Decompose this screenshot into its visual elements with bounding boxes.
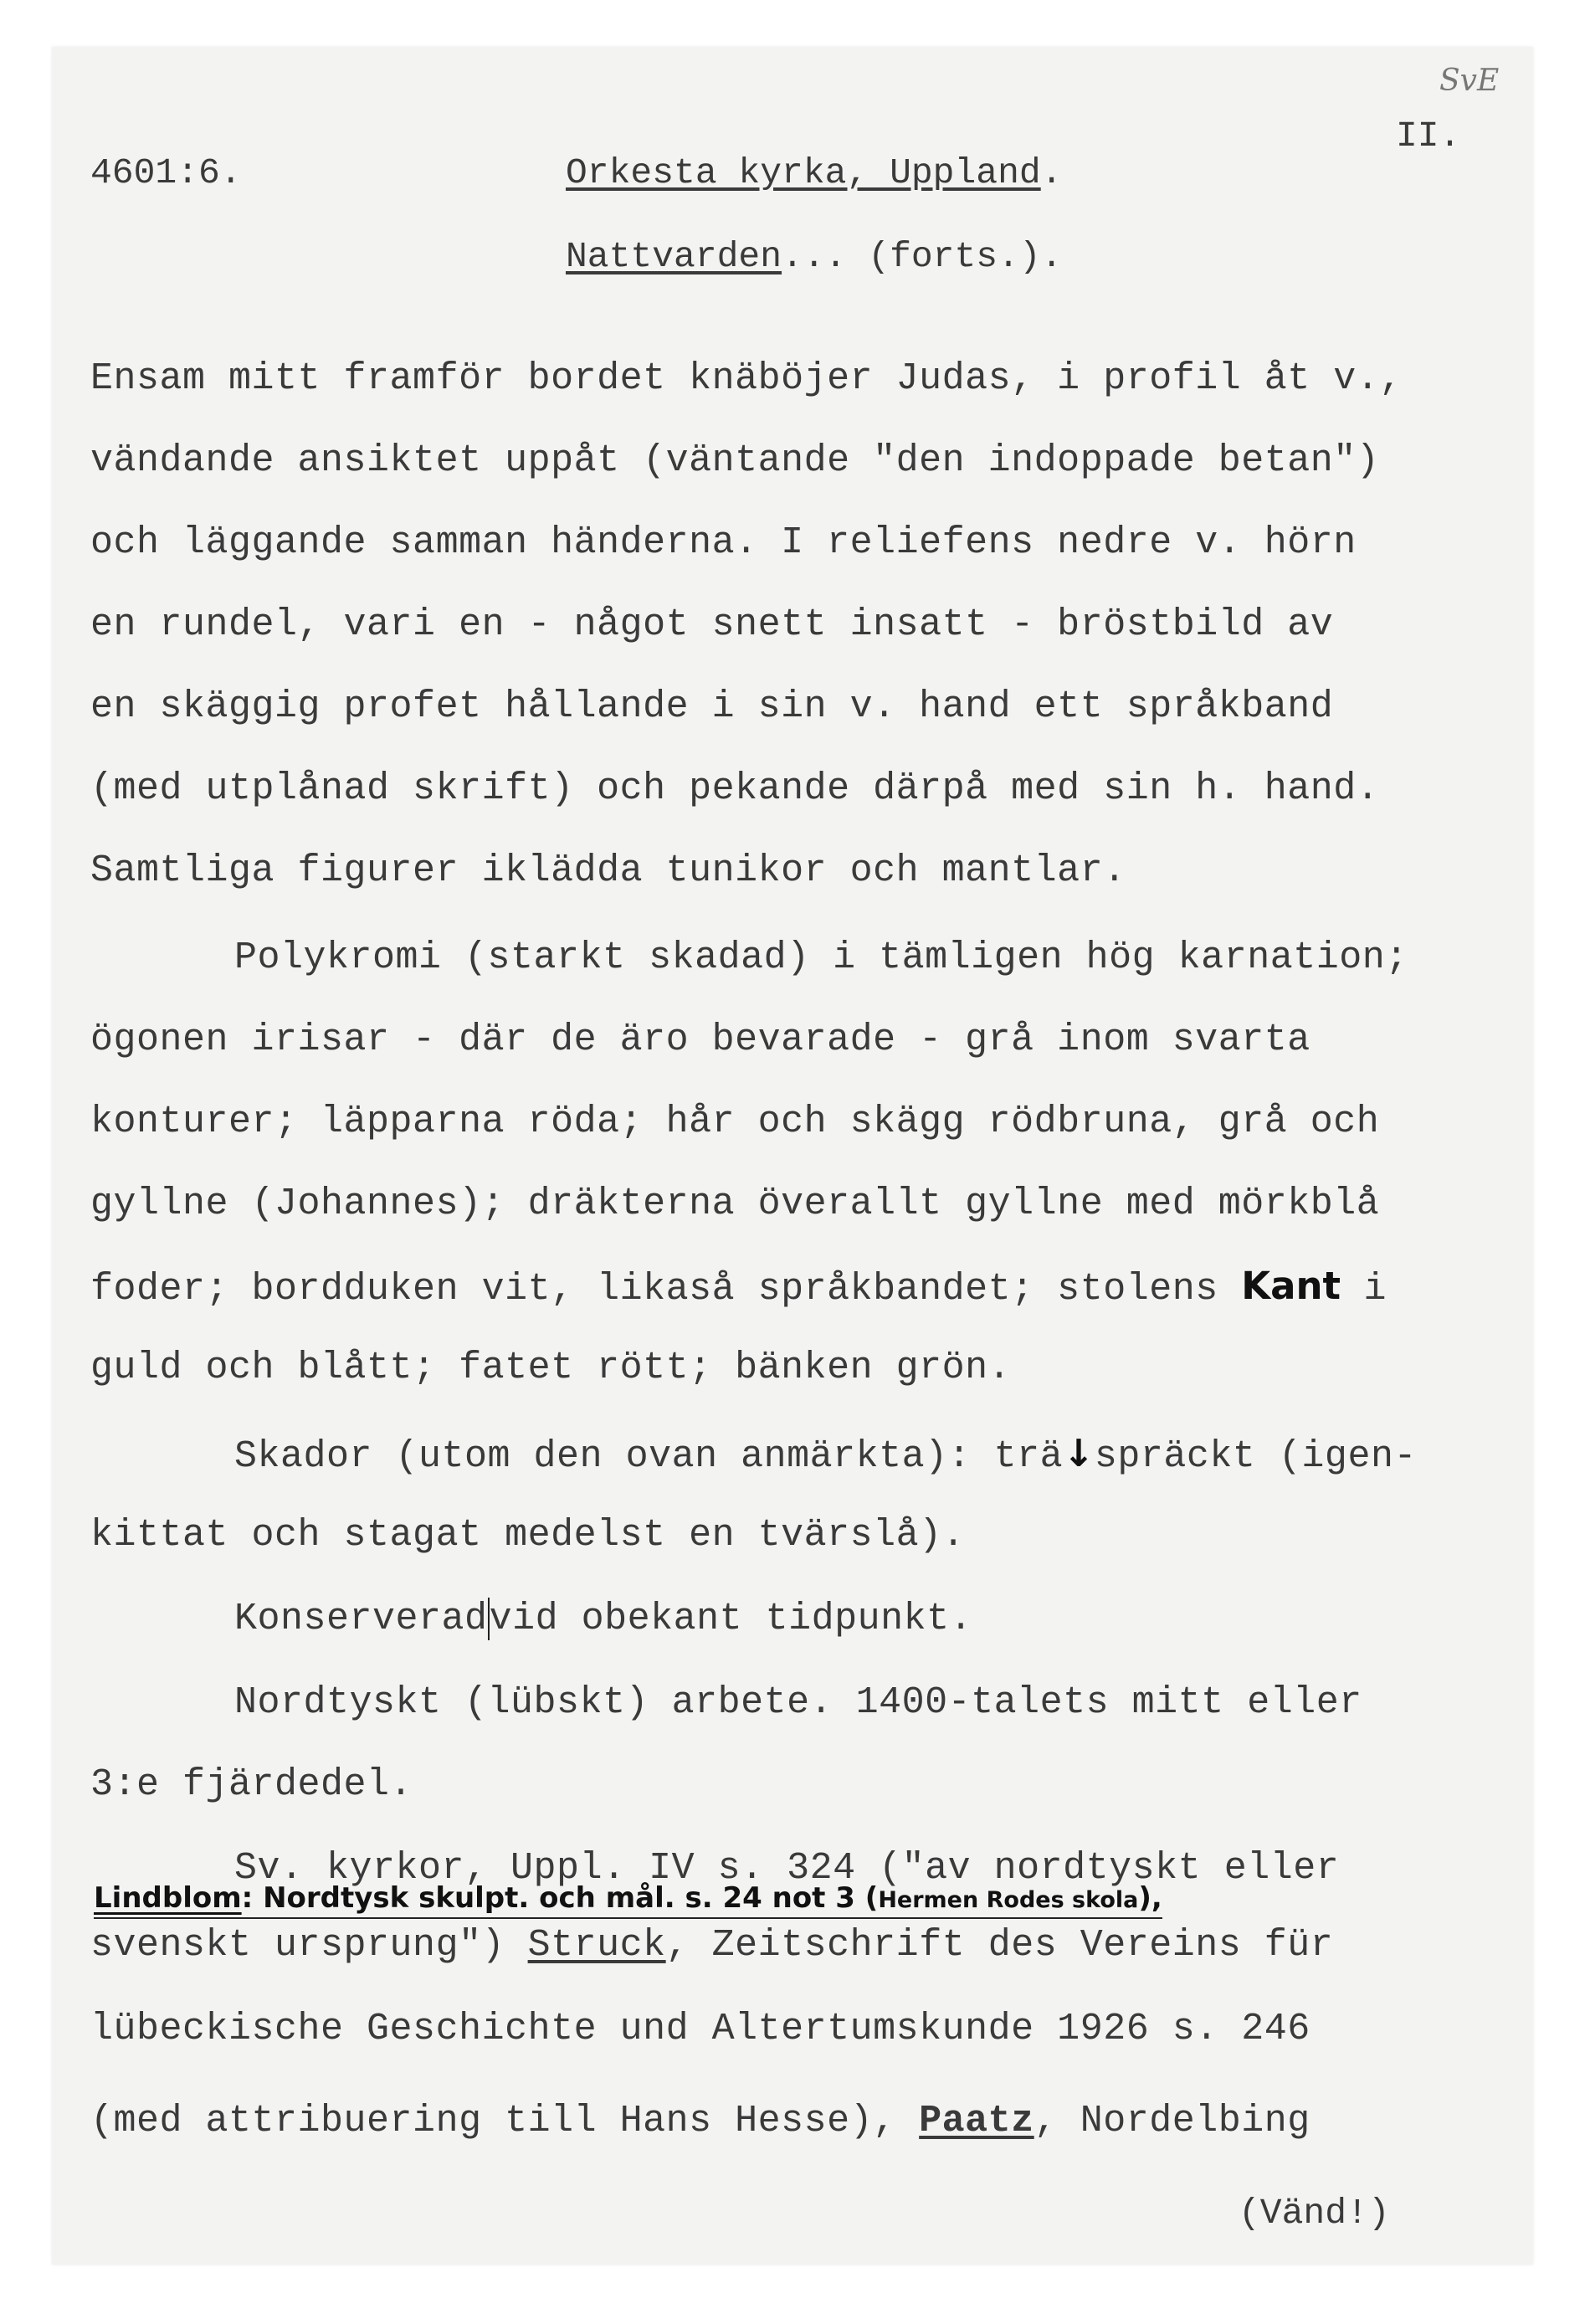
body-line: 3:e fjärdedel. (90, 1763, 413, 1806)
body-line: (med utplånad skrift) och pekande därpå med sin h. hand. (90, 767, 1380, 810)
body-text: Konserverad (234, 1598, 488, 1640)
handwritten-correction: Kant (1241, 1264, 1341, 1308)
body-text: spräckt (igen- (1094, 1435, 1417, 1478)
body-text: Skador (utom den ovan anmärkta): trä (234, 1435, 1064, 1478)
body-line: guld och blått; fatet rött; bänken grön. (90, 1347, 1012, 1389)
document-subtitle (566, 236, 1063, 277)
body-line (234, 1598, 972, 1640)
handwritten-small: Hermen Rodes skola (878, 1887, 1139, 1913)
body-text: vid obekant tidpunkt. (489, 1598, 973, 1640)
body-line (90, 1265, 1387, 1311)
body-line: Nordtyskt (lübskt) arbete. 1400-talets mitt eller (234, 1681, 1362, 1724)
body-line: en rundel, vari en - något snett insatt - bröstbild av (90, 603, 1334, 646)
title-place-end: . (1040, 152, 1063, 193)
bibliography-line (90, 1925, 1333, 1967)
author-paatz: Paatz (919, 2100, 1034, 2142)
catalog-reference: 4601:6. (90, 152, 242, 193)
turn-over-note: (Vänd!) (1239, 2193, 1390, 2234)
bibliography-line: Sv. kyrkor, Uppl. IV s. 324 ("av nordtyskt eller (234, 1847, 1340, 1890)
bibliography-line (90, 2101, 1310, 2142)
body-text: i (1341, 1268, 1387, 1311)
handwritten-initials: SvE (1439, 64, 1500, 98)
body-text (505, 1924, 528, 1967)
title-place: Orkesta kyrka, Uppland (566, 152, 1041, 193)
handwritten-note (94, 1881, 1162, 1919)
body-text: foder; bordduken vit, likaså språkbandet; stolens (90, 1268, 1218, 1311)
body-text: (med attribuering till Hans Hesse), (90, 2100, 896, 2142)
subtitle-end: ... (forts.). (782, 236, 1063, 277)
body-line: Ensam mitt framför bordet knäböjer Judas, i profil åt v., (90, 357, 1403, 400)
body-line: Samtliga figurer iklädda tunikor och mantlar. (90, 849, 1126, 892)
handwritten-text: : Nordtysk skulpt. och mål. s. 24 not 3 ( (241, 1881, 879, 1915)
body-text: , Zeitschrift des Vereins für (665, 1924, 1334, 1967)
handwritten-author: Lindblom (94, 1881, 242, 1915)
author-struck: Struck (527, 1924, 666, 1967)
body-line: kittat och stagat medelst en tvärslå). (90, 1514, 966, 1557)
body-line: Polykromi (starkt skadad) i tämligen hög karnation; (234, 936, 1408, 979)
body-line: ögonen irisar - där de äro bevarade - grå inom svarta (90, 1018, 1310, 1061)
insert-mark: ↓ (1063, 1431, 1095, 1475)
body-line: vändande ansiktet uppåt (väntande "den indoppade betan") (90, 439, 1380, 482)
body-line: en skäggig profet hållande i sin v. hand ett språkband (90, 685, 1334, 728)
subtitle-work: Nattvarden (566, 236, 782, 277)
document-title (566, 152, 1063, 193)
body-line: gyllne (Johannes); dräkterna överallt gyllne med mörkblå (90, 1183, 1380, 1225)
page-number: II. (1396, 115, 1461, 156)
body-line (234, 1433, 1417, 1478)
body-line: och läggande samman händerna. I reliefens nedre v. hörn (90, 521, 1357, 564)
body-text: , Nordelbing (1034, 2100, 1310, 2142)
body-line: konturer; läpparna röda; hår och skägg rödbruna, grå och (90, 1100, 1380, 1143)
handwritten-end: ), (1138, 1881, 1162, 1915)
bibliography-line: lübeckische Geschichte und Altertumskunde 1926 s. 246 (90, 2008, 1310, 2050)
body-text: svenskt ursprung") (90, 1924, 505, 1967)
